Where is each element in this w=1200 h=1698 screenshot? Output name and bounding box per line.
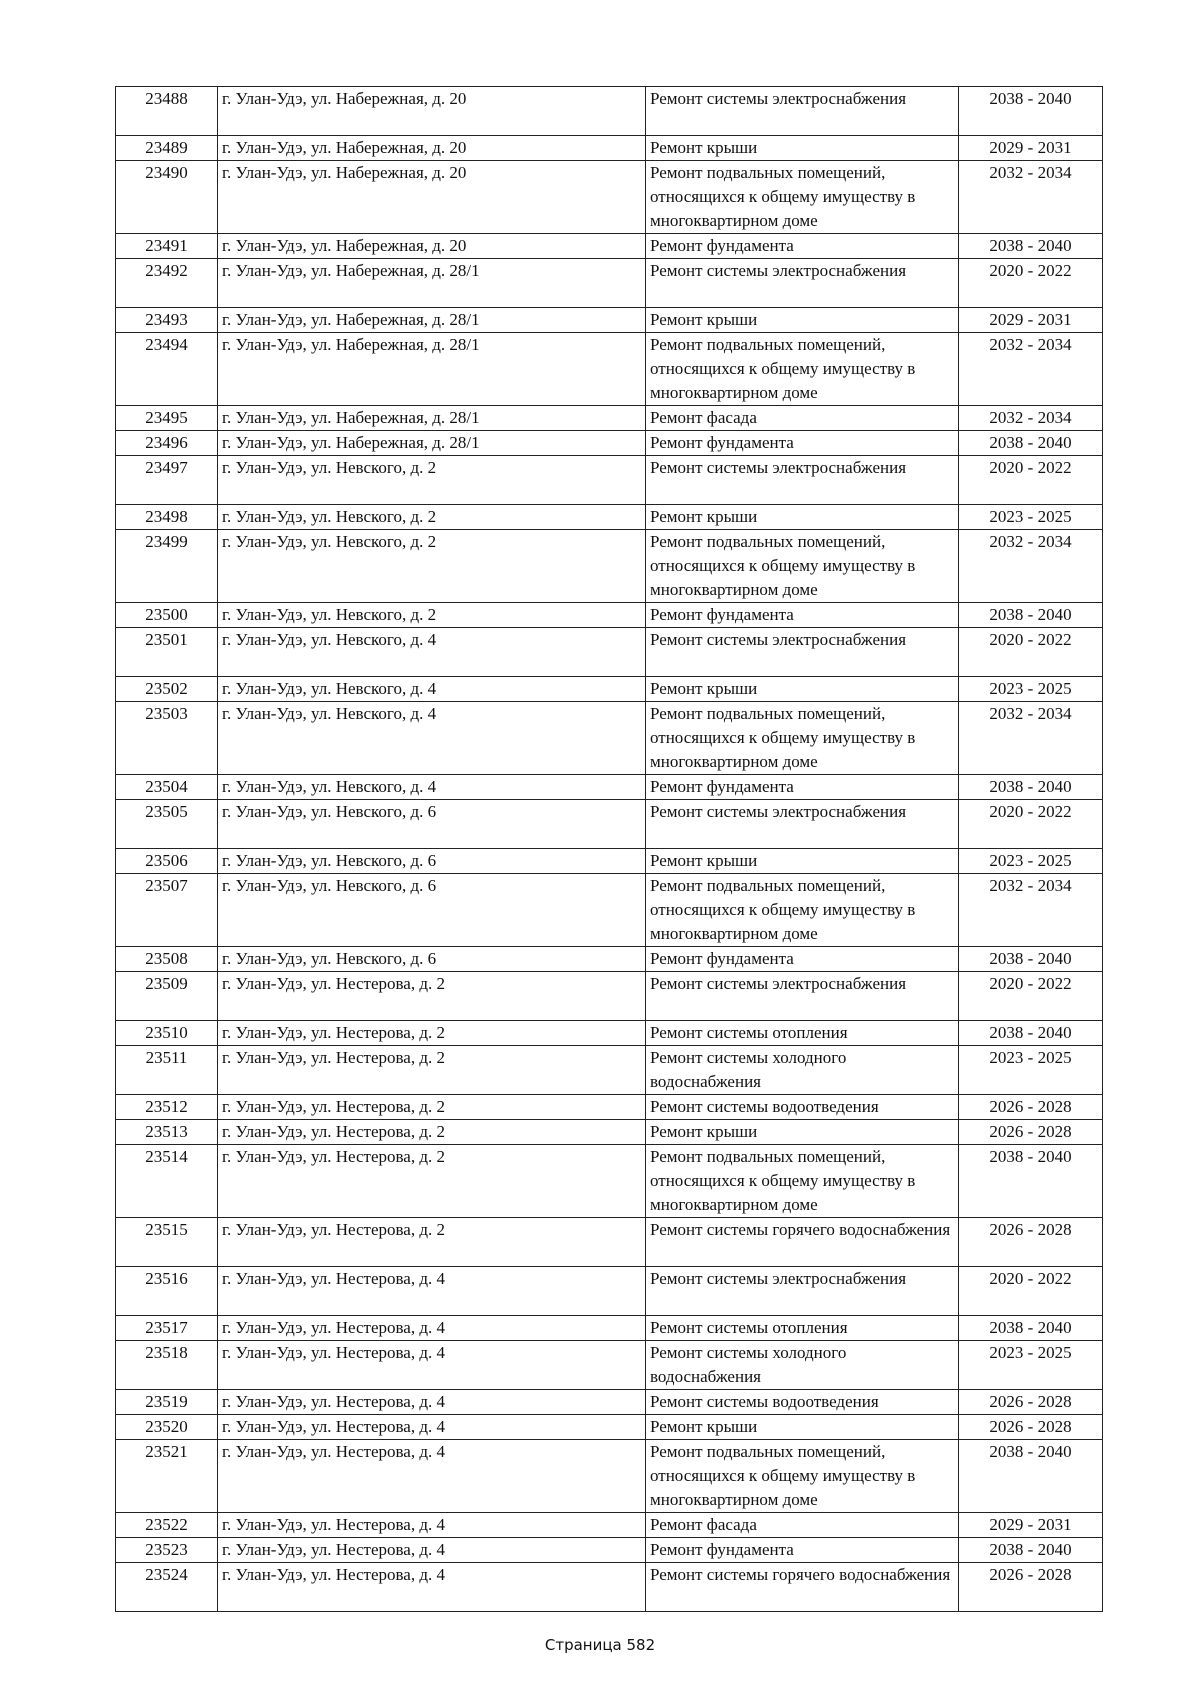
table-row <box>116 1390 1103 1415</box>
table-row <box>116 1218 1103 1267</box>
address-cell: г. Улан-Удэ, ул. Набережная, д. 28/1 <box>218 308 646 333</box>
row-number-cell: 23512 <box>116 1095 218 1120</box>
table-row <box>116 1021 1103 1046</box>
period-cell: 2038 - 2040 <box>959 603 1103 628</box>
work-type-cell: Ремонт фасада <box>646 1513 959 1538</box>
period-cell: 2026 - 2028 <box>959 1390 1103 1415</box>
table-row <box>116 259 1103 308</box>
address-cell: г. Улан-Удэ, ул. Нестерова, д. 4 <box>218 1267 646 1316</box>
period-cell: 2020 - 2022 <box>959 800 1103 849</box>
row-number-cell: 23488 <box>116 87 218 136</box>
table-row <box>116 947 1103 972</box>
row-number-cell: 23501 <box>116 628 218 677</box>
period-cell: 2026 - 2028 <box>959 1415 1103 1440</box>
address-cell: г. Улан-Удэ, ул. Нестерова, д. 2 <box>218 1095 646 1120</box>
table-row <box>116 406 1103 431</box>
period-cell: 2026 - 2028 <box>959 1095 1103 1120</box>
address-cell: г. Улан-Удэ, ул. Невского, д. 2 <box>218 603 646 628</box>
row-number-cell: 23494 <box>116 333 218 406</box>
period-cell: 2029 - 2031 <box>959 136 1103 161</box>
work-type-cell: Ремонт системы водоотведения <box>646 1095 959 1120</box>
period-cell: 2038 - 2040 <box>959 1145 1103 1218</box>
table-row <box>116 1563 1103 1612</box>
address-cell: г. Улан-Удэ, ул. Нестерова, д. 4 <box>218 1316 646 1341</box>
table-row <box>116 702 1103 775</box>
row-number-cell: 23514 <box>116 1145 218 1218</box>
table-row <box>116 1095 1103 1120</box>
table-row <box>116 800 1103 849</box>
address-cell: г. Улан-Удэ, ул. Нестерова, д. 4 <box>218 1341 646 1390</box>
work-type-cell: Ремонт крыши <box>646 136 959 161</box>
work-type-cell: Ремонт фундамента <box>646 947 959 972</box>
period-cell: 2038 - 2040 <box>959 1440 1103 1513</box>
table-body <box>116 87 1103 1612</box>
period-cell: 2029 - 2031 <box>959 1513 1103 1538</box>
period-cell: 2032 - 2034 <box>959 161 1103 234</box>
work-type-cell: Ремонт фундамента <box>646 603 959 628</box>
address-cell: г. Улан-Удэ, ул. Нестерова, д. 2 <box>218 1046 646 1095</box>
table-row <box>116 161 1103 234</box>
row-number-cell: 23518 <box>116 1341 218 1390</box>
work-type-cell: Ремонт системы отопления <box>646 1021 959 1046</box>
row-number-cell: 23502 <box>116 677 218 702</box>
period-cell: 2023 - 2025 <box>959 849 1103 874</box>
period-cell: 2038 - 2040 <box>959 87 1103 136</box>
row-number-cell: 23505 <box>116 800 218 849</box>
work-type-cell: Ремонт крыши <box>646 308 959 333</box>
table-row <box>116 1316 1103 1341</box>
row-number-cell: 23513 <box>116 1120 218 1145</box>
work-type-cell: Ремонт крыши <box>646 677 959 702</box>
page-number: Страница 582 <box>544 1636 656 1654</box>
table-row <box>116 1267 1103 1316</box>
row-number-cell: 23507 <box>116 874 218 947</box>
address-cell: г. Улан-Удэ, ул. Невского, д. 2 <box>218 530 646 603</box>
work-type-cell: Ремонт подвальных помещений, относящихся к общему имуществу в многоквартирном доме <box>646 530 959 603</box>
table-row <box>116 972 1103 1021</box>
period-cell: 2038 - 2040 <box>959 431 1103 456</box>
row-number-cell: 23510 <box>116 1021 218 1046</box>
period-cell: 2032 - 2034 <box>959 530 1103 603</box>
period-cell: 2020 - 2022 <box>959 1267 1103 1316</box>
row-number-cell: 23491 <box>116 234 218 259</box>
work-type-cell: Ремонт системы горячего водоснабжения <box>646 1563 959 1612</box>
table-row <box>116 456 1103 505</box>
address-cell: г. Улан-Удэ, ул. Нестерова, д. 2 <box>218 1145 646 1218</box>
table-row <box>116 431 1103 456</box>
address-cell: г. Улан-Удэ, ул. Невского, д. 2 <box>218 456 646 505</box>
table-row <box>116 333 1103 406</box>
row-number-cell: 23515 <box>116 1218 218 1267</box>
address-cell: г. Улан-Удэ, ул. Невского, д. 4 <box>218 775 646 800</box>
work-type-cell: Ремонт подвальных помещений, относящихся к общему имуществу в многоквартирном доме <box>646 702 959 775</box>
row-number-cell: 23500 <box>116 603 218 628</box>
table-row <box>116 628 1103 677</box>
work-type-cell: Ремонт системы электроснабжения <box>646 628 959 677</box>
row-number-cell: 23519 <box>116 1390 218 1415</box>
work-type-cell: Ремонт подвальных помещений, относящихся к общему имуществу в многоквартирном доме <box>646 1145 959 1218</box>
row-number-cell: 23490 <box>116 161 218 234</box>
address-cell: г. Улан-Удэ, ул. Набережная, д. 20 <box>218 161 646 234</box>
period-cell: 2032 - 2034 <box>959 874 1103 947</box>
address-cell: г. Улан-Удэ, ул. Невского, д. 6 <box>218 800 646 849</box>
row-number-cell: 23489 <box>116 136 218 161</box>
period-cell: 2029 - 2031 <box>959 308 1103 333</box>
address-cell: г. Улан-Удэ, ул. Невского, д. 4 <box>218 628 646 677</box>
row-number-cell: 23503 <box>116 702 218 775</box>
table-row <box>116 874 1103 947</box>
work-type-cell: Ремонт системы электроснабжения <box>646 87 959 136</box>
table-row <box>116 308 1103 333</box>
period-cell: 2023 - 2025 <box>959 1046 1103 1095</box>
repair-schedule-table <box>115 86 1103 1612</box>
period-cell: 2032 - 2034 <box>959 406 1103 431</box>
row-number-cell: 23508 <box>116 947 218 972</box>
table-row <box>116 1440 1103 1513</box>
work-type-cell: Ремонт системы электроснабжения <box>646 800 959 849</box>
address-cell: г. Улан-Удэ, ул. Нестерова, д. 4 <box>218 1563 646 1612</box>
address-cell: г. Улан-Удэ, ул. Набережная, д. 28/1 <box>218 406 646 431</box>
table-row <box>116 849 1103 874</box>
work-type-cell: Ремонт системы электроснабжения <box>646 1267 959 1316</box>
table-row <box>116 1120 1103 1145</box>
table-row <box>116 136 1103 161</box>
work-type-cell: Ремонт подвальных помещений, относящихся к общему имуществу в многоквартирном доме <box>646 333 959 406</box>
row-number-cell: 23493 <box>116 308 218 333</box>
work-type-cell: Ремонт фундамента <box>646 234 959 259</box>
row-number-cell: 23496 <box>116 431 218 456</box>
table-row <box>116 234 1103 259</box>
work-type-cell: Ремонт фасада <box>646 406 959 431</box>
table-row <box>116 505 1103 530</box>
address-cell: г. Улан-Удэ, ул. Набережная, д. 28/1 <box>218 333 646 406</box>
row-number-cell: 23506 <box>116 849 218 874</box>
row-number-cell: 23497 <box>116 456 218 505</box>
work-type-cell: Ремонт крыши <box>646 849 959 874</box>
row-number-cell: 23516 <box>116 1267 218 1316</box>
work-type-cell: Ремонт системы горячего водоснабжения <box>646 1218 959 1267</box>
work-type-cell: Ремонт системы отопления <box>646 1316 959 1341</box>
period-cell: 2038 - 2040 <box>959 947 1103 972</box>
row-number-cell: 23509 <box>116 972 218 1021</box>
address-cell: г. Улан-Удэ, ул. Нестерова, д. 4 <box>218 1440 646 1513</box>
work-type-cell: Ремонт системы холодного водоснабжения <box>646 1046 959 1095</box>
address-cell: г. Улан-Удэ, ул. Нестерова, д. 2 <box>218 1218 646 1267</box>
address-cell: г. Улан-Удэ, ул. Невского, д. 2 <box>218 505 646 530</box>
address-cell: г. Улан-Удэ, ул. Набережная, д. 28/1 <box>218 259 646 308</box>
table-row <box>116 1046 1103 1095</box>
period-cell: 2026 - 2028 <box>959 1120 1103 1145</box>
period-cell: 2032 - 2034 <box>959 333 1103 406</box>
row-number-cell: 23495 <box>116 406 218 431</box>
address-cell: г. Улан-Удэ, ул. Невского, д. 6 <box>218 849 646 874</box>
period-cell: 2026 - 2028 <box>959 1563 1103 1612</box>
row-number-cell: 23517 <box>116 1316 218 1341</box>
work-type-cell: Ремонт системы электроснабжения <box>646 259 959 308</box>
period-cell: 2026 - 2028 <box>959 1218 1103 1267</box>
address-cell: г. Улан-Удэ, ул. Набережная, д. 20 <box>218 87 646 136</box>
work-type-cell: Ремонт крыши <box>646 1415 959 1440</box>
period-cell: 2038 - 2040 <box>959 234 1103 259</box>
table-row <box>116 677 1103 702</box>
address-cell: г. Улан-Удэ, ул. Невского, д. 6 <box>218 874 646 947</box>
period-cell: 2038 - 2040 <box>959 1316 1103 1341</box>
period-cell: 2023 - 2025 <box>959 1341 1103 1390</box>
table-row <box>116 1538 1103 1563</box>
period-cell: 2020 - 2022 <box>959 628 1103 677</box>
row-number-cell: 23499 <box>116 530 218 603</box>
address-cell: г. Улан-Удэ, ул. Набережная, д. 20 <box>218 136 646 161</box>
period-cell: 2023 - 2025 <box>959 677 1103 702</box>
row-number-cell: 23504 <box>116 775 218 800</box>
address-cell: г. Улан-Удэ, ул. Нестерова, д. 4 <box>218 1538 646 1563</box>
work-type-cell: Ремонт системы электроснабжения <box>646 972 959 1021</box>
address-cell: г. Улан-Удэ, ул. Набережная, д. 28/1 <box>218 431 646 456</box>
table-row <box>116 1341 1103 1390</box>
work-type-cell: Ремонт фундамента <box>646 431 959 456</box>
address-cell: г. Улан-Удэ, ул. Нестерова, д. 4 <box>218 1513 646 1538</box>
work-type-cell: Ремонт крыши <box>646 1120 959 1145</box>
address-cell: г. Улан-Удэ, ул. Нестерова, д. 2 <box>218 1021 646 1046</box>
table-row <box>116 1415 1103 1440</box>
row-number-cell: 23524 <box>116 1563 218 1612</box>
work-type-cell: Ремонт подвальных помещений, относящихся к общему имуществу в многоквартирном доме <box>646 1440 959 1513</box>
row-number-cell: 23498 <box>116 505 218 530</box>
address-cell: г. Улан-Удэ, ул. Набережная, д. 20 <box>218 234 646 259</box>
table-row <box>116 1513 1103 1538</box>
row-number-cell: 23511 <box>116 1046 218 1095</box>
address-cell: г. Улан-Удэ, ул. Нестерова, д. 4 <box>218 1415 646 1440</box>
row-number-cell: 23520 <box>116 1415 218 1440</box>
work-type-cell: Ремонт фундамента <box>646 1538 959 1563</box>
period-cell: 2032 - 2034 <box>959 702 1103 775</box>
table-row <box>116 775 1103 800</box>
work-type-cell: Ремонт системы водоотведения <box>646 1390 959 1415</box>
row-number-cell: 23492 <box>116 259 218 308</box>
address-cell: г. Улан-Удэ, ул. Невского, д. 4 <box>218 702 646 775</box>
address-cell: г. Улан-Удэ, ул. Нестерова, д. 4 <box>218 1390 646 1415</box>
table-row <box>116 530 1103 603</box>
address-cell: г. Улан-Удэ, ул. Нестерова, д. 2 <box>218 972 646 1021</box>
period-cell: 2023 - 2025 <box>959 505 1103 530</box>
address-cell: г. Улан-Удэ, ул. Невского, д. 6 <box>218 947 646 972</box>
period-cell: 2020 - 2022 <box>959 259 1103 308</box>
address-cell: г. Улан-Удэ, ул. Нестерова, д. 2 <box>218 1120 646 1145</box>
work-type-cell: Ремонт системы электроснабжения <box>646 456 959 505</box>
work-type-cell: Ремонт системы холодного водоснабжения <box>646 1341 959 1390</box>
period-cell: 2038 - 2040 <box>959 775 1103 800</box>
work-type-cell: Ремонт крыши <box>646 505 959 530</box>
period-cell: 2038 - 2040 <box>959 1538 1103 1563</box>
table-row <box>116 1145 1103 1218</box>
table-row <box>116 603 1103 628</box>
period-cell: 2038 - 2040 <box>959 1021 1103 1046</box>
row-number-cell: 23523 <box>116 1538 218 1563</box>
work-type-cell: Ремонт фундамента <box>646 775 959 800</box>
work-type-cell: Ремонт подвальных помещений, относящихся к общему имуществу в многоквартирном доме <box>646 874 959 947</box>
period-cell: 2020 - 2022 <box>959 456 1103 505</box>
row-number-cell: 23521 <box>116 1440 218 1513</box>
row-number-cell: 23522 <box>116 1513 218 1538</box>
address-cell: г. Улан-Удэ, ул. Невского, д. 4 <box>218 677 646 702</box>
table-row <box>116 87 1103 136</box>
period-cell: 2020 - 2022 <box>959 972 1103 1021</box>
work-type-cell: Ремонт подвальных помещений, относящихся к общему имуществу в многоквартирном доме <box>646 161 959 234</box>
